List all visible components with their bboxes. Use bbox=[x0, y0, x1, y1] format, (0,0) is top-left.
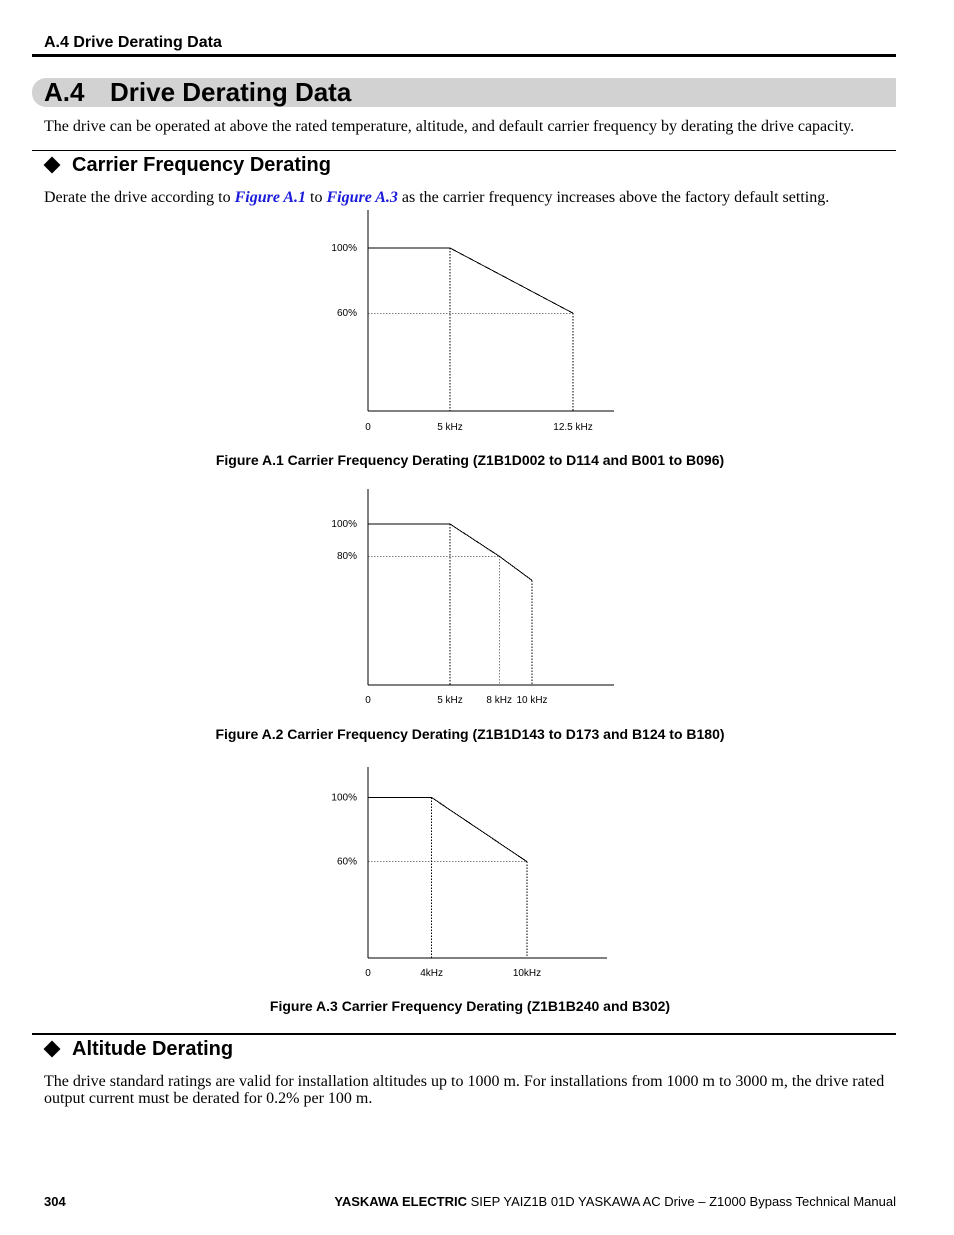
figure-a3-chart bbox=[300, 760, 640, 990]
footer-manual: SIEP YAIZ1B 01D YASKAWA AC Drive – Z1000 Bypass Technical Manual bbox=[467, 1194, 896, 1209]
carrier-paragraph bbox=[44, 189, 896, 206]
altitude-heading-text: Altitude Derating bbox=[72, 1038, 234, 1060]
x-tick-label: 4kHz bbox=[420, 968, 443, 979]
figure-a2-caption: Figure A.2 Carrier Frequency Derating (Z1B1D143 to D173 and B124 to B180) bbox=[215, 726, 725, 742]
figure-a2-chart bbox=[300, 482, 640, 712]
x-tick-label: 0 bbox=[365, 422, 371, 433]
y-tick-label: 100% bbox=[331, 243, 357, 254]
intro-paragraph: The drive can be operated at above the rated temperature, altitude, and default carrier frequency by derating the drive capacity. bbox=[44, 118, 855, 135]
section-number: A.4 bbox=[44, 77, 85, 107]
figure-a1-chart bbox=[300, 210, 640, 440]
running-head: A.4 Drive Derating Data bbox=[44, 34, 222, 51]
figure-a3-link[interactable]: Figure A.3 bbox=[326, 189, 398, 206]
x-tick-label: 8 kHz bbox=[486, 695, 512, 706]
derating-curve bbox=[368, 798, 527, 862]
y-tick-label: 60% bbox=[336, 856, 357, 868]
x-tick-label: 10kHz bbox=[512, 968, 542, 979]
x-tick-label: 0 bbox=[365, 695, 371, 706]
altitude-paragraph: The drive standard ratings are valid for installation altitudes up to 1000 m. For installations from 1000 m to 3000 m, the drive rated output current must be derated for 0.2% per 100 m. bbox=[44, 1073, 885, 1107]
section-title-text: Drive Derating Data bbox=[110, 77, 352, 107]
diamond-bullet-icon bbox=[44, 156, 61, 173]
x-tick-label: 0 bbox=[365, 968, 371, 979]
section-title bbox=[44, 77, 351, 108]
header-rule bbox=[32, 54, 896, 57]
diamond-bullet-icon bbox=[44, 1040, 61, 1057]
carrier-text-after: as the carrier frequency increases above the factory default setting. bbox=[397, 189, 830, 206]
section-divider bbox=[32, 150, 896, 151]
footer-brand: YASKAWA ELECTRIC bbox=[334, 1194, 468, 1209]
carrier-heading-text: Carrier Frequency Derating bbox=[72, 154, 331, 176]
figure-a3-caption: Figure A.3 Carrier Frequency Derating (Z1B1B240 and B302) bbox=[269, 998, 671, 1014]
altitude-heading bbox=[44, 1038, 233, 1061]
x-tick-label: 5 kHz bbox=[437, 422, 463, 433]
footer-manual-title bbox=[334, 1194, 896, 1209]
carrier-heading bbox=[44, 154, 331, 177]
derating-curve bbox=[368, 248, 573, 313]
x-tick-label: 10 kHz bbox=[516, 695, 548, 706]
page-number: 304 bbox=[44, 1194, 66, 1209]
y-tick-label: 100% bbox=[331, 519, 357, 530]
carrier-text-mid: to bbox=[306, 189, 327, 206]
y-tick-label: 60% bbox=[336, 308, 357, 320]
carrier-text-before: Derate the drive according to bbox=[44, 189, 235, 206]
x-tick-label: 5 kHz bbox=[437, 695, 463, 706]
figure-a1-link[interactable]: Figure A.1 bbox=[234, 189, 306, 206]
figure-a1-caption: Figure A.1 Carrier Frequency Derating (Z1B1D002 to D114 and B001 to B096) bbox=[215, 452, 725, 468]
x-tick-label: 12.5 kHz bbox=[553, 422, 593, 433]
y-tick-label: 80% bbox=[336, 551, 357, 563]
y-tick-label: 100% bbox=[331, 792, 357, 804]
section-divider-altitude bbox=[32, 1033, 896, 1035]
